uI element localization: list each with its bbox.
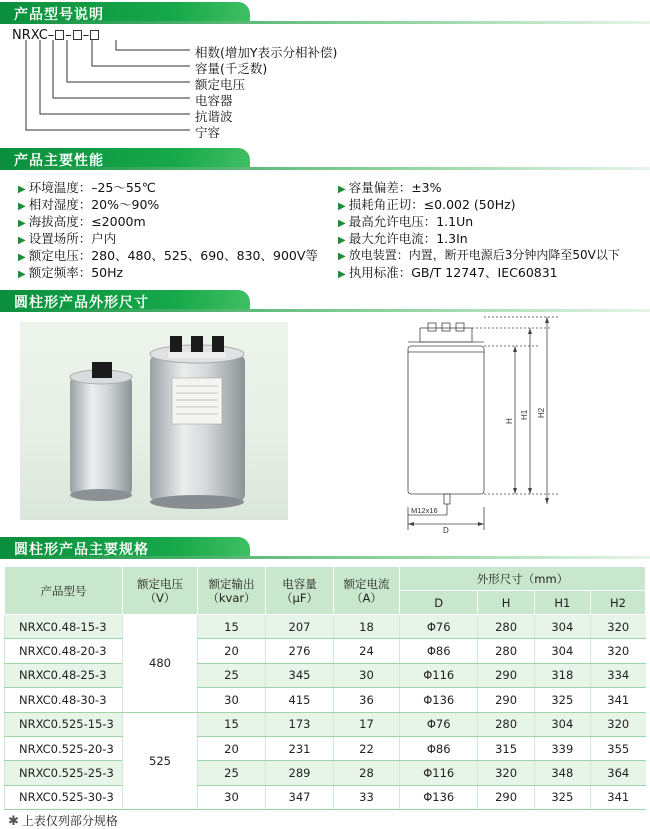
dim-d-label: D: [443, 526, 449, 535]
cell-h: 280: [478, 615, 534, 639]
cell-model: NRXC0.48-30-3: [5, 688, 123, 712]
legend-capacity: 容量(千乏数): [195, 61, 268, 76]
perf-right-3: ▶ 最大允许电流：1.3In: [338, 231, 468, 246]
cell-h: 290: [478, 785, 534, 809]
cell-h1: 325: [534, 688, 590, 712]
cell-h1: 348: [534, 761, 590, 785]
cell-capacitance: 231: [266, 736, 334, 760]
model-prefix: NRXC: [12, 28, 48, 43]
cell-current: 33: [334, 785, 400, 809]
cell-h2: 364: [590, 761, 645, 785]
col-capacitance: 电容量 （μF）: [266, 567, 334, 615]
cell-d: Φ76: [400, 712, 478, 736]
perf-right-2: ▶ 最高允许电压：1.1Un: [338, 214, 474, 229]
cell-voltage: 525: [123, 712, 198, 810]
perf-left-5: ▶ 额定频率：50Hz: [18, 265, 124, 280]
cell-output: 25: [198, 761, 266, 785]
cell-h2: 334: [590, 663, 645, 687]
legend-brand: 宁容: [195, 125, 221, 140]
spec-table: [4, 566, 646, 810]
table-footnote: [8, 812, 118, 829]
cell-h: 315: [478, 736, 534, 760]
cell-capacitance: 415: [266, 688, 334, 712]
cell-capacitance: 347: [266, 785, 334, 809]
section-title: 圆柱形产品外形尺寸: [14, 295, 149, 311]
cell-output: 20: [198, 639, 266, 663]
cell-h: 290: [478, 688, 534, 712]
table-row: [5, 736, 646, 760]
legend-anti-harmonic: 抗谐波: [195, 109, 233, 124]
cell-d: Φ86: [400, 639, 478, 663]
cell-model: NRXC0.48-15-3: [5, 615, 123, 639]
cell-h1: 304: [534, 615, 590, 639]
table-row: [5, 688, 646, 712]
cell-output: 30: [198, 688, 266, 712]
cell-current: 17: [334, 712, 400, 736]
cell-d: Φ116: [400, 761, 478, 785]
model-leader-lines: [0, 0, 650, 145]
cell-output: 30: [198, 785, 266, 809]
perf-left-1: ▶ 相对湿度：20%～90%: [18, 197, 160, 212]
cell-h2: 341: [590, 785, 645, 809]
dim-h2-label: H2: [537, 407, 546, 418]
footnote-text: 上表仅列部分规格: [21, 814, 118, 828]
cell-current: 30: [334, 663, 400, 687]
cell-h2: 320: [590, 615, 645, 639]
cell-model: NRXC0.48-20-3: [5, 639, 123, 663]
perf-left-0: ▶ 环境温度：–25～55℃: [18, 180, 156, 195]
cell-d: Φ76: [400, 615, 478, 639]
dim-bolt-label: M12x16: [411, 506, 438, 515]
cell-capacitance: 289: [266, 761, 334, 785]
cell-model: NRXC0.525-30-3: [5, 785, 123, 809]
cell-h1: 304: [534, 639, 590, 663]
col-h1: H1: [534, 591, 590, 615]
dim-h1-label: H1: [520, 409, 529, 420]
separator: –: [82, 28, 90, 43]
perf-left-3: ▶ 设置场所：户内: [18, 231, 117, 246]
cell-current: 28: [334, 761, 400, 785]
perf-right-4: ▶ 放电装置：内置，断开电源后3分钟内降至50V以下: [338, 248, 620, 262]
section-title: 产品主要性能: [14, 153, 104, 169]
table-row: [5, 785, 646, 809]
perf-left-4: ▶ 额定电压：280、480、525、690、830、900V等: [18, 248, 318, 263]
cell-output: 15: [198, 712, 266, 736]
cell-h1: 304: [534, 712, 590, 736]
cell-d: Φ86: [400, 736, 478, 760]
table-row: [5, 615, 646, 639]
asterisk-icon: ✱: [8, 814, 19, 829]
table-row: [5, 712, 646, 736]
cell-h2: 355: [590, 736, 645, 760]
cell-h2: 341: [590, 688, 645, 712]
cell-h2: 320: [590, 639, 645, 663]
cell-output: 25: [198, 663, 266, 687]
perf-right-1: ▶ 损耗角正切：≤0.002 (50Hz): [338, 197, 516, 212]
perf-right-0: ▶ 容量偏差：±3%: [338, 180, 442, 195]
col-h: H: [478, 591, 534, 615]
cell-h1: 339: [534, 736, 590, 760]
cell-capacitance: 207: [266, 615, 334, 639]
section-header-shape: [0, 290, 650, 312]
section-header-performance: [0, 148, 650, 170]
cell-h: 290: [478, 663, 534, 687]
cell-voltage: 480: [123, 615, 198, 713]
col-current: 额定电流 （A）: [334, 567, 400, 615]
col-voltage: 额定电压 （V）: [123, 567, 198, 615]
table-row: [5, 663, 646, 687]
cell-capacitance: 345: [266, 663, 334, 687]
col-output: 额定输出 （kvar）: [198, 567, 266, 615]
cell-h: 280: [478, 712, 534, 736]
col-dims: 外形尺寸（mm）: [400, 567, 646, 591]
section-title: 产品型号说明: [14, 7, 104, 23]
cell-d: Φ136: [400, 785, 478, 809]
table-row: [5, 639, 646, 663]
cell-h: 280: [478, 639, 534, 663]
perf-left-2: ▶ 海拔高度：≤2000m: [18, 214, 146, 229]
separator: –: [47, 28, 55, 43]
table-row: [5, 761, 646, 785]
product-photo: [20, 322, 288, 520]
col-h2: H2: [590, 591, 645, 615]
cell-current: 24: [334, 639, 400, 663]
cell-current: 22: [334, 736, 400, 760]
legend-voltage: 额定电压: [195, 77, 246, 92]
cell-h: 320: [478, 761, 534, 785]
perf-right-5: ▶ 执用标准：GB/T 12747、IEC60831: [338, 265, 558, 280]
cell-current: 18: [334, 615, 400, 639]
col-d: D: [400, 591, 478, 615]
section-title: 圆柱形产品主要规格: [14, 542, 149, 558]
cell-h2: 320: [590, 712, 645, 736]
cell-d: Φ116: [400, 663, 478, 687]
cell-model: NRXC0.525-15-3: [5, 712, 123, 736]
cell-capacitance: 276: [266, 639, 334, 663]
dimension-drawing: [380, 312, 650, 537]
cell-capacitance: 173: [266, 712, 334, 736]
cell-output: 15: [198, 615, 266, 639]
cell-h1: 325: [534, 785, 590, 809]
cell-model: NRXC0.48-25-3: [5, 663, 123, 687]
dim-h-label: H: [505, 418, 514, 424]
cell-model: NRXC0.525-20-3: [5, 736, 123, 760]
separator: –: [65, 28, 72, 43]
cell-output: 20: [198, 736, 266, 760]
section-header-spec: [0, 537, 650, 559]
legend-phase: 相数(增加Y表示分相补偿): [195, 45, 338, 60]
cell-current: 36: [334, 688, 400, 712]
cell-d: Φ136: [400, 688, 478, 712]
cell-h1: 318: [534, 663, 590, 687]
cell-model: NRXC0.525-25-3: [5, 761, 123, 785]
legend-capacitor: 电容器: [195, 93, 233, 108]
col-model: 产品型号: [5, 567, 123, 615]
